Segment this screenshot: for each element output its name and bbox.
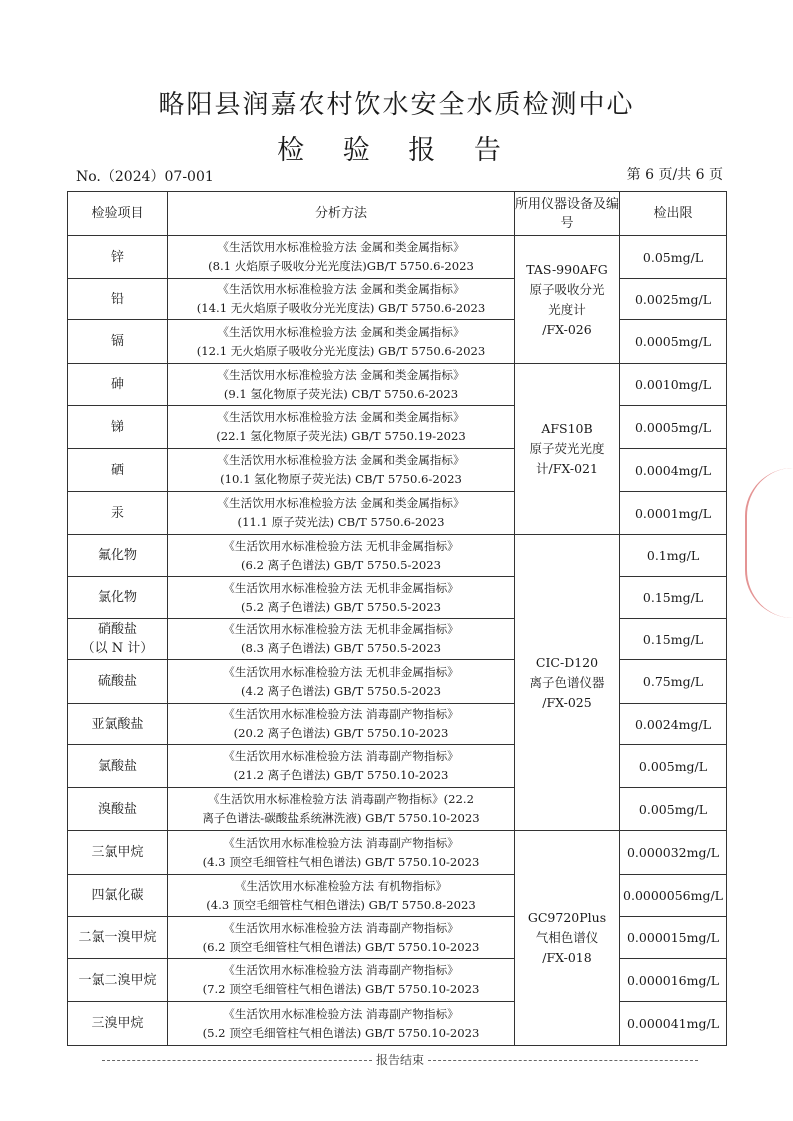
method-cell: 《生活饮用水标准检验方法 消毒副产物指标》 (6.2 顶空毛细管柱气相色谱法) GB/T 5750.10-2023 <box>168 917 515 959</box>
item-cell: 硫酸盐 <box>68 660 168 704</box>
limit-cell: 0.0024mg/L <box>620 704 727 745</box>
item-cell: 二氯一溴甲烷 <box>68 917 168 959</box>
limit-cell: 0.0001mg/L <box>620 492 727 535</box>
instrument-cell: AFS10B 原子荧光光度 计/FX-021 <box>515 364 620 535</box>
table-row <box>68 492 727 535</box>
end-dash-right <box>428 1060 698 1061</box>
method-cell: 《生活饮用水标准检验方法 消毒副产物指标》 (21.2 离子色谱法) GB/T 5750.10-2023 <box>168 745 515 788</box>
method-cell: 《生活饮用水标准检验方法 消毒副产物指标》 (7.2 顶空毛细管柱气相色谱法) GB/T 5750.10-2023 <box>168 959 515 1002</box>
item-cell: 汞 <box>68 492 168 535</box>
item-cell: 氯酸盐 <box>68 745 168 788</box>
method-cell: 《生活饮用水标准检验方法 无机非金属指标》 (4.2 离子色谱法) GB/T 5750.5-2023 <box>168 660 515 704</box>
limit-cell: 0.000016mg/L <box>620 959 727 1002</box>
method-cell: 《生活饮用水标准检验方法 消毒副产物指标》 (5.2 顶空毛细管柱气相色谱法) GB/T 5750.10-2023 <box>168 1002 515 1046</box>
table-row <box>68 364 727 406</box>
limit-cell: 0.75mg/L <box>620 660 727 704</box>
report-title: 检 验 报 告 <box>277 135 516 166</box>
limit-cell: 0.000041mg/L <box>620 1002 727 1046</box>
table-row <box>68 577 727 619</box>
table-row <box>68 535 727 577</box>
header-item: 检验项目 <box>68 192 168 236</box>
method-cell: 《生活饮用水标准检验方法 消毒副产物指标》(22.2 离子色谱法-碳酸盐系统淋洗液) GB/T 5750.10-2023 <box>168 788 515 831</box>
limit-cell: 0.000032mg/L <box>620 831 727 875</box>
table-row <box>68 619 727 660</box>
limit-cell: 0.05mg/L <box>620 236 727 279</box>
official-seal-fragment <box>745 468 793 618</box>
report-end-line <box>80 1051 720 1068</box>
table-row <box>68 660 727 704</box>
method-cell: 《生活饮用水标准检验方法 消毒副产物指标》 (4.3 顶空毛细管柱气相色谱法) GB/T 5750.10-2023 <box>168 831 515 875</box>
table-row <box>68 236 727 279</box>
item-cell: 氟化物 <box>68 535 168 577</box>
report-end-text: 报告结束 <box>375 1053 424 1067</box>
method-cell: 《生活饮用水标准检验方法 有机物指标》 (4.3 顶空毛细管柱气相色谱法) GB/T 5750.8-2023 <box>168 875 515 917</box>
item-cell: 镉 <box>68 320 168 364</box>
limit-cell: 0.15mg/L <box>620 577 727 619</box>
item-cell: 硒 <box>68 449 168 492</box>
item-cell: 三溴甲烷 <box>68 1002 168 1046</box>
instrument-cell: GC9720Plus 气相色谱仪 /FX-018 <box>515 831 620 1046</box>
method-cell: 《生活饮用水标准检验方法 金属和类金属指标》 (9.1 氢化物原子荧光法) CB/T 5750.6-2023 <box>168 364 515 406</box>
table-row <box>68 1002 727 1046</box>
table-row <box>68 406 727 449</box>
table-row <box>68 788 727 831</box>
method-cell: 《生活饮用水标准检验方法 金属和类金属指标》 (10.1 氢化物原子荧光法) CB/T 5750.6-2023 <box>168 449 515 492</box>
table-row <box>68 917 727 959</box>
limit-cell: 0.005mg/L <box>620 788 727 831</box>
limit-cell: 0.0004mg/L <box>620 449 727 492</box>
table-header-row <box>68 192 727 236</box>
limit-cell: 0.0000056mg/L <box>620 875 727 917</box>
page-info: 第 6 页/共 6 页 <box>626 167 723 183</box>
item-cell: 铅 <box>68 279 168 320</box>
limit-cell: 0.0005mg/L <box>620 320 727 364</box>
table-row <box>68 959 727 1002</box>
instrument-cell: CIC-D120 离子色谱仪器 /FX-025 <box>515 535 620 831</box>
method-cell: 《生活饮用水标准检验方法 金属和类金属指标》 (8.1 火焰原子吸收分光光度法)GB/T 5750.6-2023 <box>168 236 515 279</box>
limit-cell: 0.0025mg/L <box>620 279 727 320</box>
limit-cell: 0.15mg/L <box>620 619 727 660</box>
end-dash-left <box>102 1060 372 1061</box>
method-cell: 《生活饮用水标准检验方法 金属和类金属指标》 (11.1 原子荧光法) CB/T 5750.6-2023 <box>168 492 515 535</box>
item-cell: 砷 <box>68 364 168 406</box>
table-row <box>68 320 727 364</box>
report-org-title: 略阳县润嘉农村饮水安全水质检测中心 <box>158 90 635 120</box>
limit-cell: 0.005mg/L <box>620 745 727 788</box>
item-cell: 三氯甲烷 <box>68 831 168 875</box>
results-table <box>67 191 727 1046</box>
method-cell: 《生活饮用水标准检验方法 消毒副产物指标》 (20.2 离子色谱法) GB/T 5750.10-2023 <box>168 704 515 745</box>
item-cell: 硝酸盐 （以 N 计） <box>68 619 168 660</box>
limit-cell: 0.1mg/L <box>620 535 727 577</box>
header-method: 分析方法 <box>168 192 515 236</box>
item-cell: 亚氯酸盐 <box>68 704 168 745</box>
item-cell: 氯化物 <box>68 577 168 619</box>
table-row <box>68 831 727 875</box>
method-cell: 《生活饮用水标准检验方法 无机非金属指标》 (5.2 离子色谱法) GB/T 5750.5-2023 <box>168 577 515 619</box>
item-cell: 溴酸盐 <box>68 788 168 831</box>
method-cell: 《生活饮用水标准检验方法 无机非金属指标》 (8.3 离子色谱法) GB/T 5750.5-2023 <box>168 619 515 660</box>
table-row <box>68 745 727 788</box>
instrument-cell: TAS-990AFG 原子吸收分光 光度计 /FX-026 <box>515 236 620 364</box>
method-cell: 《生活饮用水标准检验方法 金属和类金属指标》 (12.1 无火焰原子吸收分光光度法) GB/T 5750.6-2023 <box>168 320 515 364</box>
table-row <box>68 875 727 917</box>
limit-cell: 0.000015mg/L <box>620 917 727 959</box>
header-instrument: 所用仪器设备及编号 <box>515 192 620 236</box>
method-cell: 《生活饮用水标准检验方法 无机非金属指标》 (6.2 离子色谱法) GB/T 5750.5-2023 <box>168 535 515 577</box>
table-row <box>68 279 727 320</box>
item-cell: 四氯化碳 <box>68 875 168 917</box>
method-cell: 《生活饮用水标准检验方法 金属和类金属指标》 (14.1 无火焰原子吸收分光光度法) GB/T 5750.6-2023 <box>168 279 515 320</box>
limit-cell: 0.0005mg/L <box>620 406 727 449</box>
limit-cell: 0.0010mg/L <box>620 364 727 406</box>
item-cell: 锑 <box>68 406 168 449</box>
table-row <box>68 449 727 492</box>
report-number: No.（2024）07-001 <box>76 169 214 185</box>
method-cell: 《生活饮用水标准检验方法 金属和类金属指标》 (22.1 氢化物原子荧光法) GB/T 5750.19-2023 <box>168 406 515 449</box>
item-cell: 锌 <box>68 236 168 279</box>
table-row <box>68 704 727 745</box>
header-limit: 检出限 <box>620 192 727 236</box>
item-cell: 一氯二溴甲烷 <box>68 959 168 1002</box>
